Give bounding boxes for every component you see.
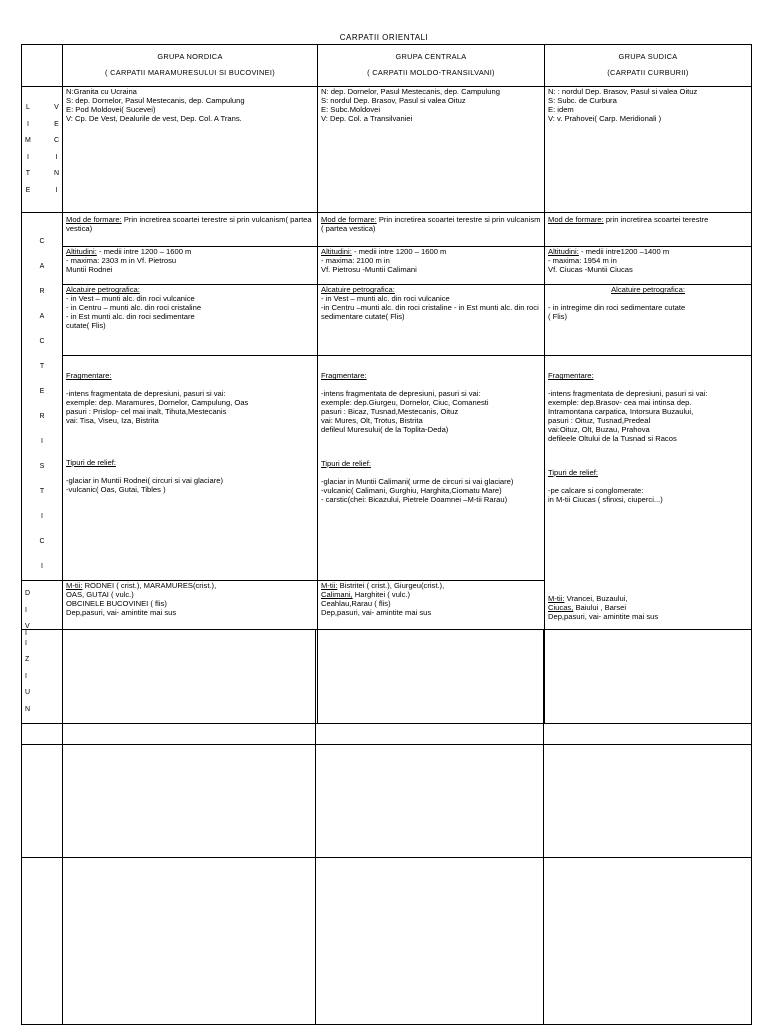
lower-cell — [316, 858, 544, 1025]
formation-row — [22, 213, 752, 247]
lower-cell — [63, 630, 316, 745]
header-corner — [22, 45, 63, 87]
fragment-label: Fragmentare: — [548, 371, 594, 381]
formation-center — [318, 213, 545, 247]
letter: T — [39, 487, 45, 495]
divisions-south-text-b: Baiului , Barsei Dep,pasuri, vai- amintite mai sus — [548, 602, 659, 621]
letter: C — [53, 137, 59, 145]
letter: I — [41, 562, 43, 570]
fragment-center-text: -intens fragmentata de depresiuni, pasuri si vai: exemple: dep.Giurgeu, Dornelor, Ciuc, Comanesti pasuri : Bicaz, Tusnad,Mestecanis, Oituz vai: Mures, Olt, Trotus, Bistrita defileul Muresului( de la Toplita-Deda) — [321, 389, 489, 435]
relief-center-text: -glaciar in Muntii Calimani( urme de circuri si vai glaciare) -vulcanic( Calimani, Gurghiu, Harghita,Ciomatu Mare) - carstic(chei: Bicazului, Pietrele Doamnei –M-tii Rarau) — [321, 476, 514, 504]
altitude-label: Altitudini: — [66, 247, 97, 257]
altitude-label: Altitudini: — [321, 247, 352, 257]
divisions-label: M-tii: — [548, 593, 565, 603]
side-label-vecini — [54, 96, 59, 203]
fragment-label: Fragmentare: — [66, 371, 112, 381]
relief-south-text: -pe calcare si conglomerate: in M-tii Ciucas ( sfinxsi, ciuperci...) — [548, 485, 663, 504]
petro-label: Alcatuire petrografica: — [66, 285, 140, 295]
letter: T — [25, 170, 31, 178]
lower-cell — [22, 858, 63, 1025]
header-south-subtitle: (CARPATII CURBURII) — [607, 68, 689, 78]
formation-south — [545, 213, 752, 247]
header-center — [318, 45, 545, 87]
divisions-center-calimani: Calimani, — [321, 590, 353, 600]
letter: U — [25, 689, 31, 697]
letter: A — [39, 312, 45, 320]
altitude-center-text: - medii intre 1200 – 1600 m - maxima: 2100 m in Vf. Pietrosu -Muntii Calimani — [321, 247, 447, 275]
limits-center: N: dep. Dornelor, Pasul Mestecanis, dep. Campulung S: nordul Dep. Brasov, Pasul si valea Oituz E: Subc.Moldovei V: Dep. Col. a Transilvaniei — [318, 86, 545, 213]
divisions-label: M-tii: — [66, 581, 83, 591]
lower-cell — [544, 858, 752, 1025]
fragment-north-text: -intens fragmentata de depresiuni, pasuri si vai: exemple: dep. Maramures, Dornelor, Campulung, Oas pasuri : Prislop- cel mai inalt, Tihuta,Mestecanis vai: Tisa, Viseu, Iza, Bistrita — [66, 389, 249, 426]
letter: R — [39, 412, 45, 420]
lower-cell — [316, 745, 544, 858]
letter: I — [41, 512, 43, 520]
limits-south: N: : nordul Dep. Brasov, Pasul si valea Oituz S: Subc. de Curbura E: idem V: v. Prahovei( Carp. Meridionali ) — [545, 86, 752, 213]
lower-corner-cell: I — [22, 630, 63, 745]
letter: S — [39, 462, 45, 470]
letter: E — [54, 120, 59, 128]
letter: I — [26, 153, 29, 161]
relief-label: Tipuri de relief: — [66, 458, 116, 468]
petro-label: Alcatuire petrografica: — [321, 285, 395, 295]
letter: N — [53, 170, 59, 178]
header-center-subtitle: ( CARPATII MOLDO-TRANSILVANI) — [367, 68, 495, 78]
letter: A — [39, 262, 45, 270]
altitude-center — [318, 247, 545, 285]
header-north-title: GRUPA NORDICA — [157, 52, 223, 62]
lower-row — [22, 858, 752, 1025]
divisions-label: M-tii: — [321, 581, 338, 591]
divisions-south-text-a: Vrancei, Buzaului, — [566, 593, 628, 603]
letter: C — [39, 237, 45, 245]
fragment-north — [63, 356, 318, 581]
lower-cell — [544, 745, 752, 858]
petro-label: Alcatuire petrografica: — [611, 285, 685, 295]
letter: R — [39, 287, 45, 295]
divisions-center-text-b: Harghitei ( vulc.) Ceahlau,Rarau ( flis) Dep,pasuri, vai- amintite mai sus — [321, 590, 432, 618]
petro-north — [63, 285, 318, 356]
lower-table — [21, 629, 752, 1025]
altitude-north-text: - medii intre 1200 – 1600 m - maxima: 2303 m in Vf. Pietrosu Muntii Rodnei — [66, 247, 192, 275]
divisions-south-ciucas: Ciucas, — [548, 602, 574, 612]
header-south — [545, 45, 752, 87]
relief-label: Tipuri de relief: — [321, 458, 371, 468]
petro-row — [22, 285, 752, 356]
relief-label: Tipuri de relief: — [548, 467, 598, 477]
lower-row — [22, 745, 752, 858]
altitude-label: Altitudini: — [548, 247, 579, 257]
altitude-row — [22, 247, 752, 285]
limits-row — [22, 86, 752, 213]
formation-north-text: Prin incretirea scoartei terestre si prin vulcanism( partea vestica) — [66, 215, 312, 234]
letter: I — [25, 639, 27, 647]
altitude-south — [545, 247, 752, 285]
header-north-subtitle: ( CARPATII MARAMURESULUI SI BUCOVINEI) — [104, 68, 276, 78]
formation-label: Mod de formare: — [66, 215, 122, 225]
formation-label: Mod de formare: — [321, 215, 377, 225]
letter: N — [25, 705, 31, 713]
header-row — [22, 45, 752, 87]
lower-cell — [63, 858, 316, 1025]
letter: V — [25, 623, 30, 631]
letter: I — [55, 153, 58, 161]
formation-label: Mod de formare: — [548, 215, 604, 225]
side-label-limite — [25, 96, 31, 203]
header-center-title: GRUPA CENTRALA — [395, 52, 467, 62]
limits-north: N:Granita cu Ucraina S: dep. Dornelor, Pasul Mestecanis, dep. Campulung E: Pod Moldovei( Sucevei) V: Cp. De Vest, Dealurile de vest, Dep. Col. A Trans. — [63, 86, 318, 213]
letter: Z — [25, 656, 30, 664]
letter: T — [39, 362, 45, 370]
petro-north-text: - in Vest – munti alc. din roci vulcanice - in Centru – munti alc. din roci cristaline - in Est munti alc. din roci sedimentare cutate( Flis) — [66, 294, 202, 331]
fragment-south-text: -intens fragmentata de depresiuni, pasuri si vai: exemple: dep.Brasov- cea mai intinsa dep. Intramontana carpatica, Intorsura Buzaului, pasuri : Oituz, Tusnad,Predeal vai:Oituz, Olt, Buzau, Prahova defileele Oltului de la Tusnad si Racos — [548, 389, 708, 444]
letter: L — [25, 104, 30, 112]
petro-south-text: - in intregime din roci sedimentare cutate ( Flis) — [548, 303, 686, 322]
letter: I — [55, 186, 58, 194]
formation-north — [63, 213, 318, 247]
letter: V — [54, 104, 59, 112]
letter: I — [41, 437, 43, 445]
altitude-south-text: - medii intre1200 –1400 m - maxima: 1954 m in Vf. Ciucas -Muntii Ciucas — [548, 247, 670, 275]
relief-north-text: -glaciar in Muntii Rodnei( circuri si vai glaciare) -vulcanic( Oas, Gutai, Tibles ) — [66, 475, 223, 494]
fragment-row — [22, 356, 752, 581]
letter: E — [25, 186, 31, 194]
lower-cell — [63, 745, 316, 858]
side-label-limite-vecini — [22, 86, 63, 213]
lower-cell — [544, 630, 752, 745]
letter: E — [39, 387, 45, 395]
main-table — [21, 44, 752, 724]
letter: D — [25, 590, 31, 598]
divisions-south — [548, 595, 748, 622]
petro-south — [545, 285, 752, 356]
lower-row — [22, 630, 752, 745]
page-title: CARPATII ORIENTALI — [339, 33, 429, 42]
lower-cell — [316, 630, 544, 745]
header-south-title: GRUPA SUDICA — [618, 52, 678, 62]
petro-center-text: - in Vest – munti alc. din roci vulcanice -in Centru –munti alc. din roci cristaline - in Est munti alc. din roci sedimentare cutate( Flis) — [321, 294, 539, 322]
fragment-center — [318, 356, 545, 581]
fragment-label: Fragmentare: — [321, 371, 367, 381]
formation-south-text: prin incretirea scoartei terestre — [603, 215, 709, 225]
formation-center-text: Prin incretirea scoartei terestre si prin vulcanism ( partea vestica) — [321, 215, 541, 234]
letter: I — [25, 672, 27, 680]
letter: I — [25, 606, 27, 614]
side-label-caracteristici — [22, 213, 63, 581]
petro-center — [318, 285, 545, 356]
letter: M — [25, 137, 31, 145]
letter: C — [39, 337, 45, 345]
altitude-north — [63, 247, 318, 285]
lower-cell — [22, 745, 63, 858]
header-north — [63, 45, 318, 87]
letter: I — [26, 120, 29, 128]
divisions-center-text-a: Bistritei ( crist.), Giurgeu(crist.), — [339, 581, 445, 591]
divisions-north-text: RODNEI ( crist.), MARAMURES(crist.), OAS, GUTAI ( vulc.) OBCINELE BUCOVINEI ( flis) Dep,pasuri, vai- amintite mai sus — [66, 581, 217, 618]
letter: C — [39, 537, 45, 545]
